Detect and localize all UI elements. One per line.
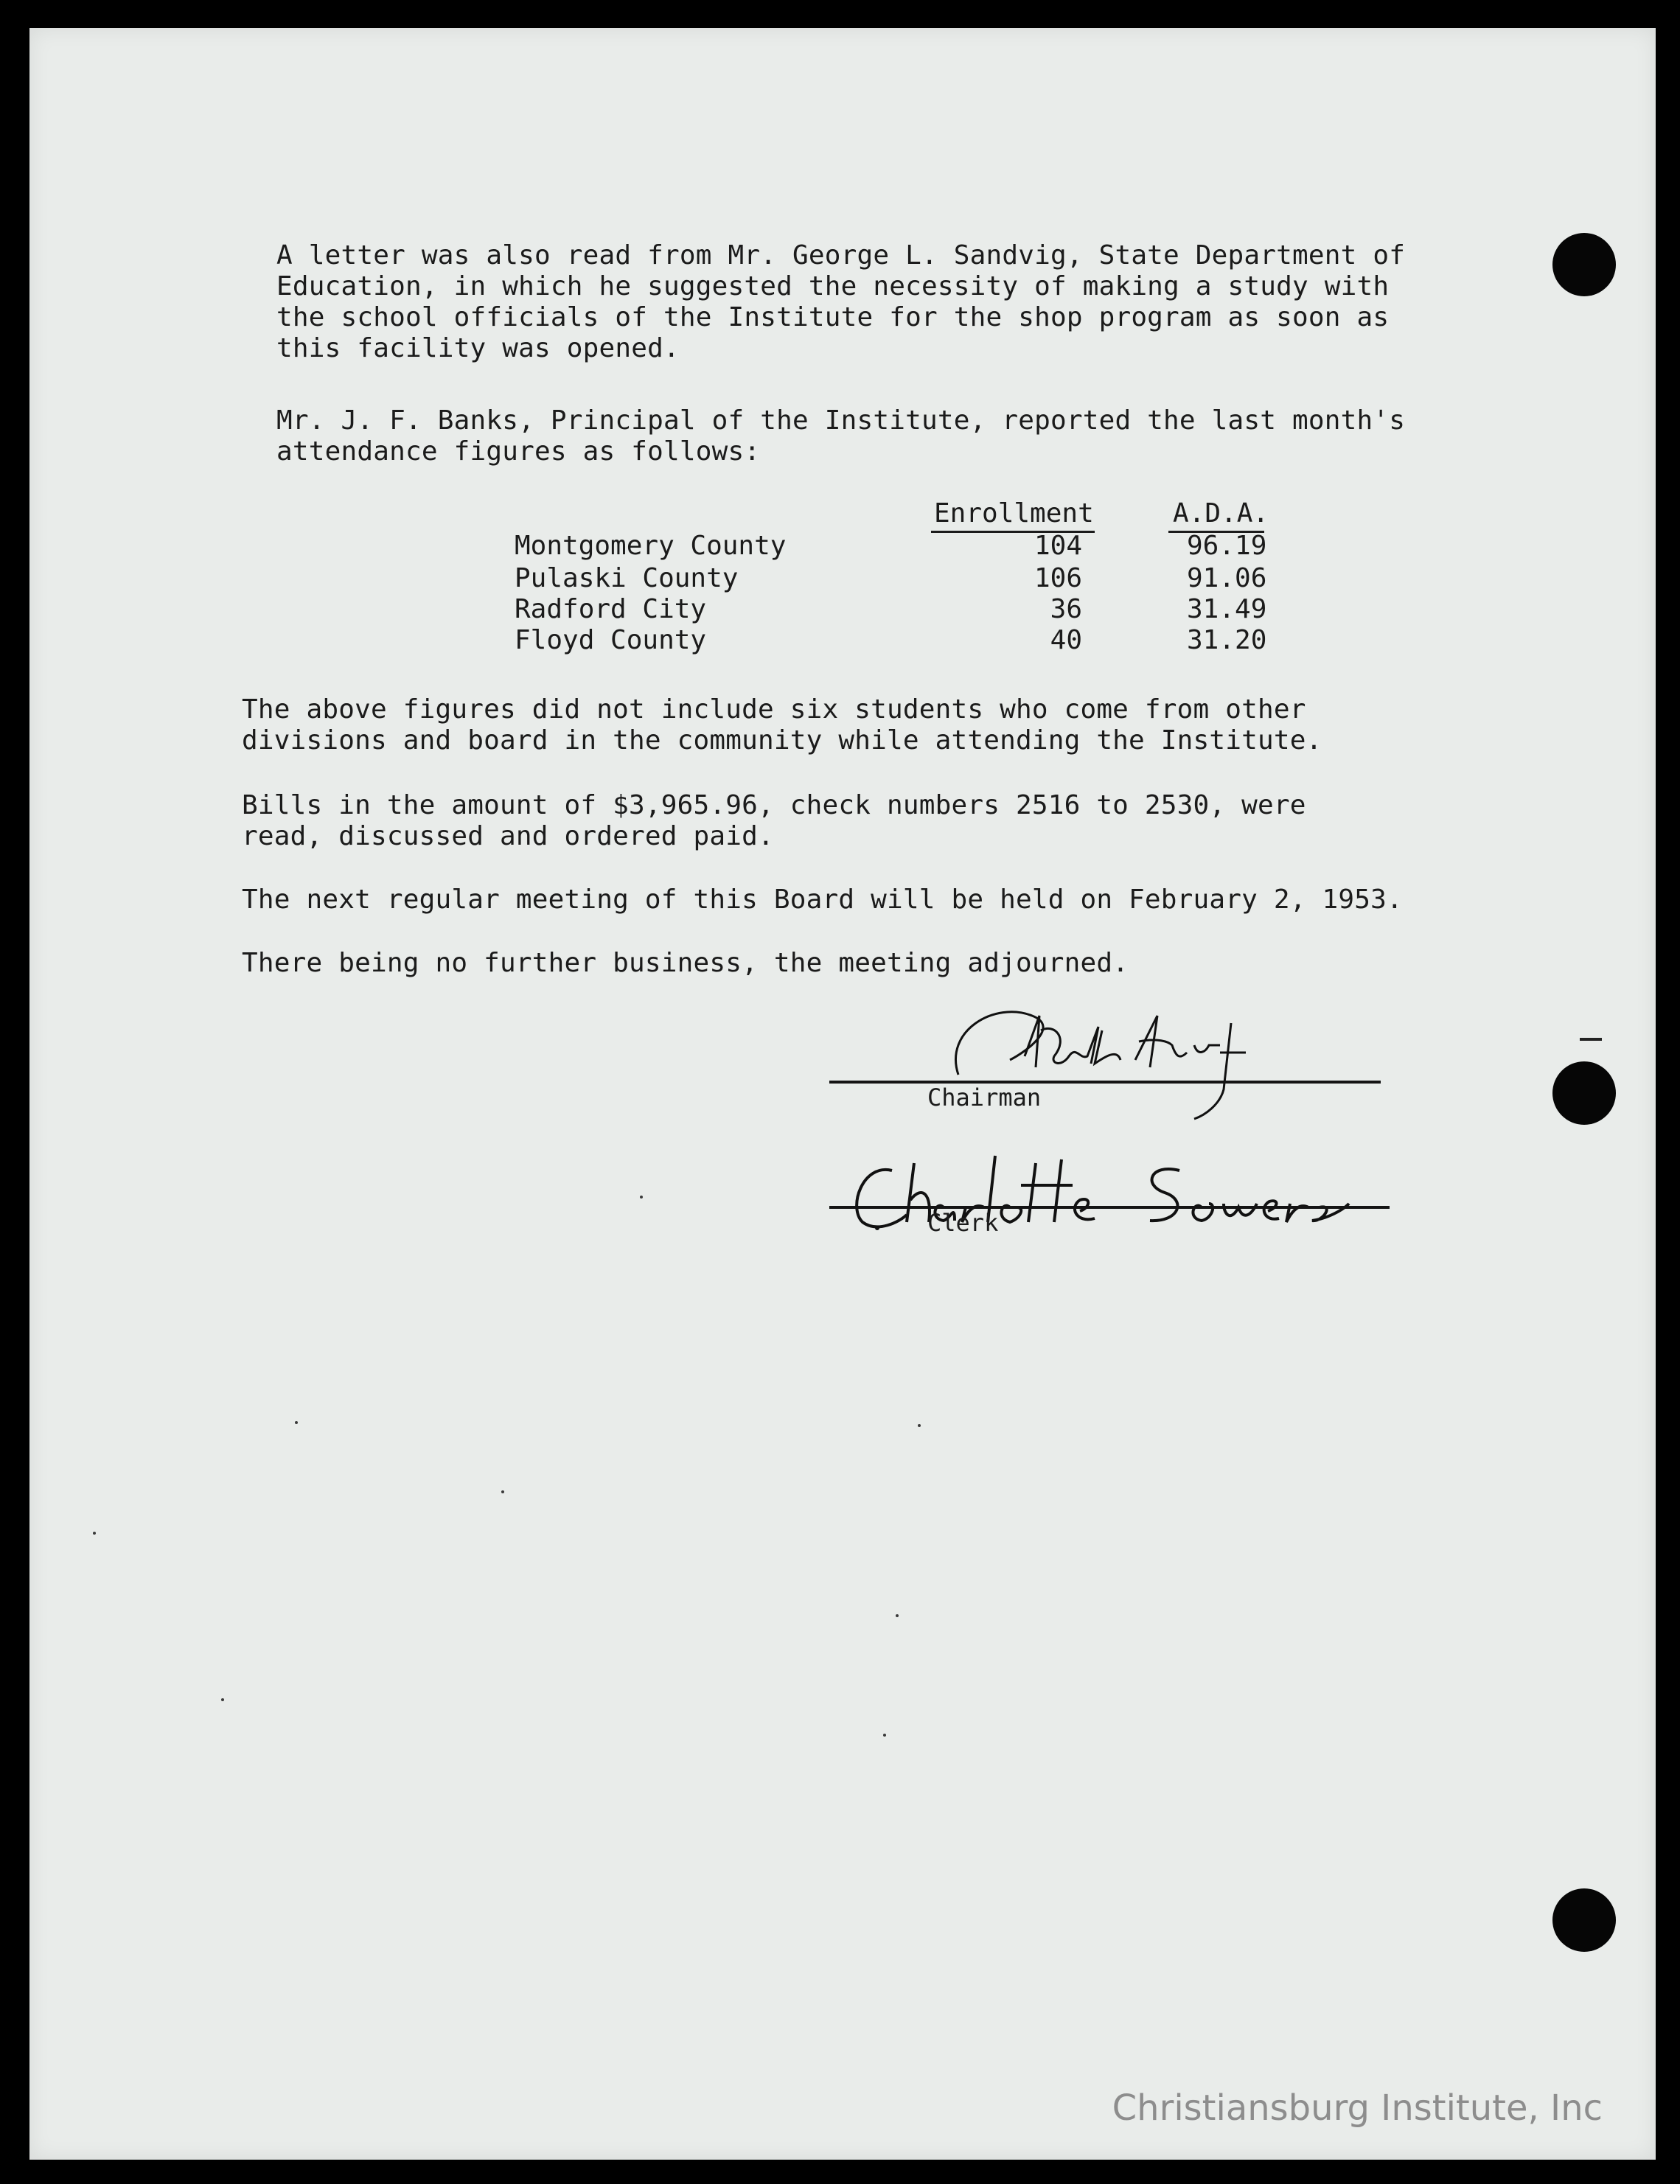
header-enrollment: Enrollment — [934, 498, 1094, 528]
paragraph-adjourned: There being no further business, the meeting adjourned. — [242, 948, 1129, 978]
row-county: Radford City — [515, 594, 707, 624]
chairman-signature-line — [829, 1081, 1381, 1084]
row-ada: 31.20 — [1187, 625, 1267, 655]
chairman-signature — [914, 986, 1268, 1148]
row-enrollment: 106 — [1034, 563, 1082, 593]
clerk-label: Clerk — [927, 1209, 999, 1237]
table-row — [515, 594, 1267, 625]
row-enrollment: 40 — [1050, 625, 1082, 655]
row-ada: 96.19 — [1187, 531, 1267, 561]
margin-mark — [1580, 1038, 1602, 1041]
clerk-signature — [833, 1141, 1408, 1252]
chairman-label: Chairman — [927, 1084, 1042, 1112]
paper-speck — [896, 1614, 899, 1617]
row-ada: 91.06 — [1187, 563, 1267, 593]
paragraph-bills: Bills in the amount of $3,965.96, check numbers 2516 to 2530, were read, discussed and ordered paid. — [242, 790, 1306, 851]
header-ada: A.D.A. — [1173, 498, 1269, 528]
row-county: Montgomery County — [515, 531, 787, 561]
row-county: Pulaski County — [515, 563, 739, 593]
paper-speck — [640, 1196, 643, 1199]
paragraph-attendance-intro: Mr. J. F. Banks, Principal of the Institute, reported the last month's attendance figures as follows: — [276, 405, 1406, 467]
paragraph-other-divisions: The above figures did not include six students who come from other divisions and board in the community while attending the Institute. — [242, 694, 1322, 756]
attendance-table — [515, 498, 1269, 690]
paragraph-sandvig-letter: A letter was also read from Mr. George L. Sandvig, State Department of Education, in which he suggested the necessity of making a study with the school officials of the Institute for the shop program as soon as this facility was opened. — [276, 240, 1406, 363]
table-header-row — [515, 498, 1269, 529]
paragraph-next-meeting: The next regular meeting of this Board will be held on February 2, 1953. — [242, 885, 1403, 915]
paper-speck — [883, 1734, 886, 1737]
row-enrollment: 104 — [1034, 531, 1082, 561]
binder-hole-top — [1552, 233, 1616, 296]
binder-hole-middle — [1552, 1061, 1616, 1125]
row-county: Floyd County — [515, 625, 707, 655]
paper-speck — [918, 1424, 921, 1427]
paper-speck — [93, 1532, 96, 1535]
paper-speck — [295, 1421, 298, 1424]
watermark-label: Christiansburg Institute, Inc — [1112, 2087, 1603, 2129]
paper-speck — [501, 1490, 504, 1493]
table-row — [515, 625, 1267, 656]
table-row — [515, 563, 1267, 594]
paper-speck — [221, 1698, 224, 1701]
row-enrollment: 36 — [1050, 594, 1082, 624]
clerk-signature-line — [829, 1206, 1390, 1209]
document-page — [29, 28, 1656, 2160]
table-row — [515, 531, 1267, 562]
row-ada: 31.49 — [1187, 594, 1267, 624]
binder-hole-bottom — [1552, 1888, 1616, 1952]
